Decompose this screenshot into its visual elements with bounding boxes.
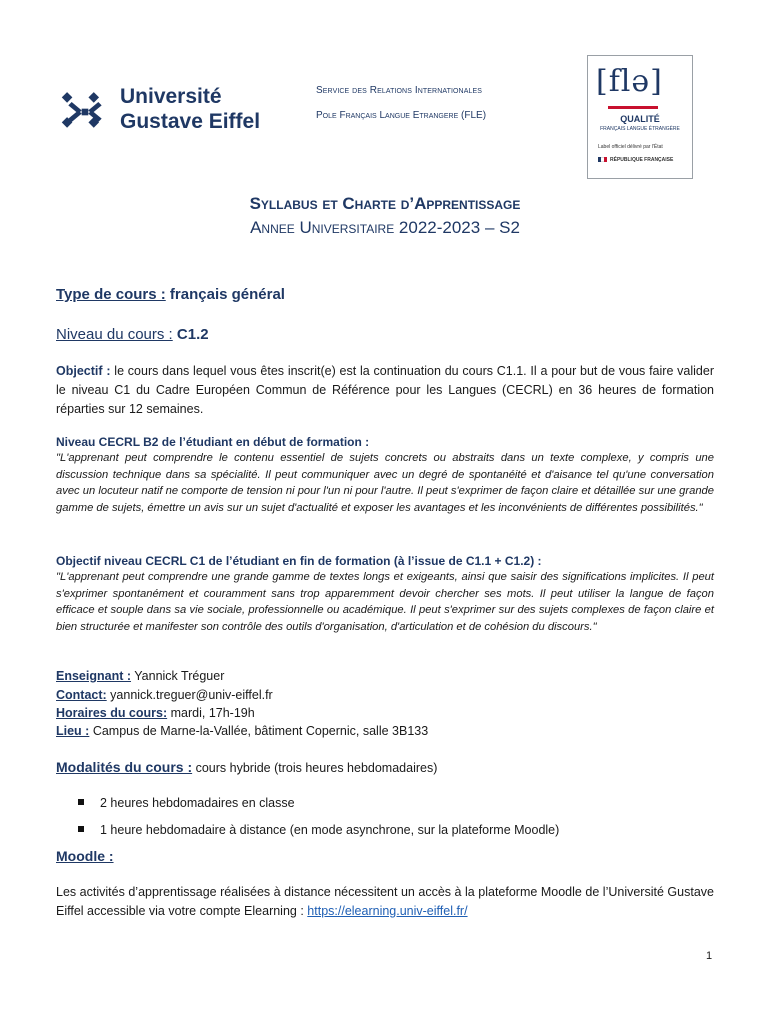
modality-item-2: 1 heure hebdomadaire à distance (en mode asynchrone, sur la plateforme Moodle)	[100, 823, 560, 837]
level-c1-text: "L'apprenant peut comprendre une grande gamme de textes longs et exigeants, ainsi que saisir des significations implicites. Il peut s'exprimer spontanément et couramment sans trop apparemment devoir chercher ses mots. Il peut utiliser la langue de façon efficace et souple dans sa vie sociale, professionnelle ou académique. Il peut s'exprimer sur des sujets complexes de façon claire et bien structurée et manifester son contrôle des outils d'organisation, d'articulation et de cohésion du discours."	[56, 571, 714, 633]
document-title: Syllabus et Charte d’Apprentissage	[249, 194, 521, 213]
teacher-line	[56, 667, 224, 686]
place-value: Campus de Marne-la-Vallée, bâtiment Copernic, salle 3B133	[89, 724, 429, 738]
modalities-line	[56, 758, 437, 777]
service-title: Service des Relations Internationales	[316, 85, 483, 96]
level-b2-heading: Niveau CECRL B2 de l’étudiant en début de formation :	[56, 435, 370, 449]
place-label: Lieu :	[56, 724, 90, 738]
modalities-label: Modalités du cours :	[56, 759, 193, 775]
moodle-paragraph	[56, 883, 714, 921]
moodle-heading: Moodle :	[56, 848, 114, 864]
university-logo-mark	[60, 88, 110, 136]
list-item	[78, 794, 295, 812]
objective-label: Objectif :	[56, 364, 111, 378]
level-c1-heading: Objectif niveau CECRL C1 de l’étudiant en fin de formation (à l’issue de C1.1 + C1.2) :	[56, 554, 542, 568]
contact-label: Contact:	[56, 688, 107, 702]
modality-item-1: 2 heures hebdomadaires en classe	[100, 796, 295, 810]
fle-subtitle: FRANÇAIS LANGUE ÉTRANGÈRE	[600, 126, 680, 132]
fle-accent-bar	[608, 106, 658, 109]
course-level-label: Niveau du cours :	[56, 326, 173, 343]
course-level	[56, 326, 209, 344]
objective-text: le cours dans lequel vous êtes inscrit(e) est la continuation du cours C1.1. Il a pour but de vous faire valider le niveau C1 du Cadre Européen Commun de Référence pour les Langues (CECRL) en 36 heures de formation réparties sur 12 semaines.	[56, 364, 715, 416]
course-type-label: Type de cours :	[56, 286, 166, 303]
fle-quality: QUALITÉ	[620, 114, 660, 124]
contact-value: yannick.treguer@univ-eiffel.fr	[106, 688, 273, 702]
course-type-value: français général	[165, 286, 285, 303]
bullet-square-icon	[78, 826, 84, 832]
academic-year: Annee Universitaire 2022-2023 – S2	[250, 218, 520, 237]
course-type	[56, 286, 285, 304]
modalities-value: cours hybride (trois heures hebdomadaires)	[192, 761, 438, 775]
teacher-label: Enseignant :	[56, 669, 132, 683]
pole-title: Pole Français Langue Etrangere (FLE)	[316, 110, 487, 121]
fle-republic	[598, 157, 673, 163]
teacher-value: Yannick Tréguer	[131, 669, 225, 683]
fle-mark: [flə]	[596, 64, 663, 99]
level-b2-text: "L'apprenant peut comprendre le contenu essentiel de sujets concrets ou abstraits dans un texte complexe, y compris une discussion technique dans sa spécialité. Il peut communiquer avec un degré de spontanéité et d'aisance tel qu'une conversation avec un locuteur natif ne comporte de tension ni pour l'un ni pour l'autre. Il peut s'exprimer de façon claire et détaillée sur une grande gamme de sujets, émettre un avis sur un sujet d'actualité et exposer les avantages et les inconvénients de différentes possibilités."	[56, 452, 714, 514]
course-level-value: C1.2	[172, 326, 209, 343]
fle-republic-text: RÉPUBLIQUE FRANÇAISE	[610, 157, 674, 163]
list-item	[78, 821, 559, 839]
fle-quality-logo	[587, 55, 693, 179]
hours-line	[56, 704, 255, 723]
moodle-text: Les activités d’apprentissage réalisées à distance nécessitent un accès à la plateforme Moodle de l’Université Gustave Eiffel accessible via votre compte Elearning :	[56, 885, 714, 918]
university-name-line1: Université	[120, 85, 222, 108]
university-name	[120, 84, 260, 134]
page-number: 1	[706, 950, 713, 962]
place-line	[56, 722, 428, 741]
bullet-square-icon	[78, 799, 84, 805]
objective-paragraph	[56, 362, 714, 419]
fle-label: Label officiel délivré par l'État	[598, 144, 663, 150]
hours-value: mardi, 17h-19h	[167, 706, 255, 720]
contact-line	[56, 686, 273, 705]
university-name-line2: Gustave Eiffel	[120, 110, 261, 133]
hours-label: Horaires du cours:	[56, 706, 168, 720]
elearning-link[interactable]: https://elearning.univ-eiffel.fr/	[307, 904, 468, 918]
